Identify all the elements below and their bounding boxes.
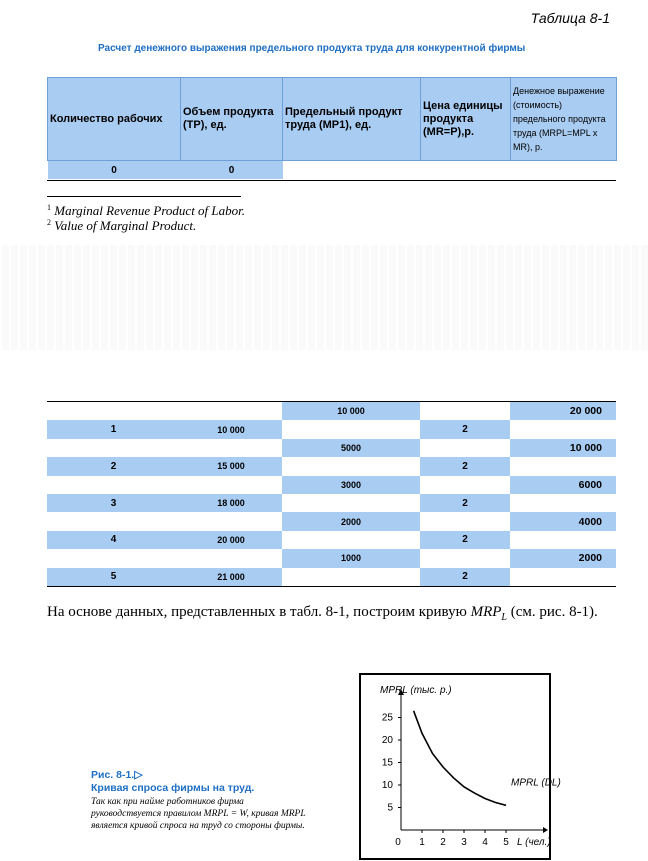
cell-tp: 18 000 xyxy=(180,494,282,512)
cell-tp xyxy=(180,476,282,494)
cell-price: 2 xyxy=(420,531,510,549)
table-row xyxy=(47,512,616,530)
y-tick-label: 20 xyxy=(381,735,393,746)
y-tick-label: 5 xyxy=(387,802,393,814)
footnote-rule xyxy=(47,196,241,197)
cell-mp xyxy=(282,568,420,587)
table-row xyxy=(47,457,616,475)
cell-workers: 3 xyxy=(47,494,180,512)
cell-price xyxy=(420,512,510,530)
table-row xyxy=(47,402,616,421)
header-workers: Количество рабочих xyxy=(48,78,181,161)
cell-tp xyxy=(180,402,282,421)
table-row xyxy=(47,531,616,549)
cell-tp: 10 000 xyxy=(180,420,282,438)
cell-workers: 1 xyxy=(47,420,180,438)
table-row xyxy=(47,549,616,567)
cell-price: 2 xyxy=(420,568,510,587)
cell-price xyxy=(420,476,510,494)
chart-frame xyxy=(359,673,561,860)
cell-workers xyxy=(47,402,180,421)
table-header xyxy=(47,77,617,179)
header-tp: Объем продукта (ТР), ед. xyxy=(181,78,283,161)
cell-price xyxy=(420,402,510,421)
table-row xyxy=(47,420,616,438)
cell-price xyxy=(420,549,510,567)
series-label: MPRL (DL) xyxy=(511,777,561,789)
figure-title: Кривая спроса фирмы на труд. xyxy=(91,782,255,794)
table-bottom-rule xyxy=(47,180,616,181)
cell-mp: 1000 xyxy=(282,549,420,567)
header-price: Цена единицы продукта (MR=P),р. xyxy=(421,78,511,161)
cell-workers: 4 xyxy=(47,531,180,549)
page-break-band xyxy=(0,245,648,350)
cell-mrp xyxy=(510,457,616,475)
y-axis-label: MPRL (тыс. р.) xyxy=(380,685,452,696)
demand-curve-chart xyxy=(361,675,561,858)
cell-mp xyxy=(282,531,420,549)
cell-workers: 5 xyxy=(47,568,180,587)
cell-price: 2 xyxy=(420,457,510,475)
table-row xyxy=(48,161,617,180)
table-body xyxy=(47,401,616,587)
cell-mrp: 2000 xyxy=(510,549,616,567)
cell-mp xyxy=(282,457,420,475)
cell-tp: 15 000 xyxy=(180,457,282,475)
figure-description: Так как при найме работников фирма руководствуется правилом MRPL = W, кривая MRPL является кривой спроса на труд со стороны фирмы. xyxy=(91,797,306,831)
cell-mrp xyxy=(510,531,616,549)
cell-workers: 0 xyxy=(48,161,181,180)
cell-workers xyxy=(47,439,180,457)
cell-mp: 5000 xyxy=(282,439,420,457)
footnote-1: $^1$ Marginal Revenue Product of Labor. xyxy=(47,203,246,218)
x-tick-label: 1 xyxy=(419,837,425,848)
body-paragraph: На основе данных, представленных в табл. 8-1, построим кривую $MRP_L$ (см. рис. 8-1). xyxy=(47,604,598,623)
table-row xyxy=(47,494,616,512)
x-axis-label: L (чел.) xyxy=(517,837,551,848)
cell-tp xyxy=(180,549,282,567)
table-row xyxy=(47,568,616,587)
figure-label: Рис. 8-1.▷ xyxy=(91,769,143,781)
cell-workers: 2 xyxy=(47,457,180,475)
cell-price xyxy=(420,439,510,457)
cell-tp: 20 000 xyxy=(180,531,282,549)
header-mrp: Денежное выражение (стоимость) предельного продукта труда (MRPL=MPL x MR), р. xyxy=(511,78,617,161)
cell-mrp: 6000 xyxy=(510,476,616,494)
cell-price: 2 xyxy=(420,420,510,438)
cell-tp: 21 000 xyxy=(180,568,282,587)
cell-tp xyxy=(180,512,282,530)
cell-tp xyxy=(180,439,282,457)
mrp-curve xyxy=(414,711,506,806)
cell-mp: 10 000 xyxy=(282,402,420,421)
x-tick-label: 0 xyxy=(395,837,401,848)
cell-mp xyxy=(282,494,420,512)
cell-mp: 2000 xyxy=(282,512,420,530)
cell-mrp xyxy=(510,494,616,512)
x-axis-arrow xyxy=(543,827,548,833)
cell-workers xyxy=(47,476,180,494)
header-mp: Предельный продукт труда (МР1), ед. xyxy=(283,78,421,161)
cell-mrp: 20 000 xyxy=(510,402,616,421)
table-caption: Таблица 8-1 xyxy=(530,10,610,26)
cell-mp xyxy=(282,420,420,438)
footnote-2: $^2$ Value of Marginal Product. xyxy=(47,218,197,233)
cell-tp: 0 xyxy=(181,161,283,180)
x-tick-label: 2 xyxy=(440,837,446,848)
y-tick-label: 25 xyxy=(381,712,393,724)
cell-mrp: 10 000 xyxy=(510,439,616,457)
cell-workers xyxy=(47,549,180,567)
cell-mp: 3000 xyxy=(282,476,420,494)
cell-mrp: 4000 xyxy=(510,512,616,530)
y-tick-label: 10 xyxy=(381,780,393,791)
cell-workers xyxy=(47,512,180,530)
x-tick-label: 5 xyxy=(503,837,509,848)
table-row xyxy=(47,439,616,457)
y-tick-label: 15 xyxy=(381,757,393,769)
table-title: Расчет денежного выражения предельного продукта труда для конкурентной фирмы xyxy=(98,43,526,54)
x-tick-label: 3 xyxy=(461,837,467,848)
cell-mrp xyxy=(510,420,616,438)
x-tick-label: 4 xyxy=(482,837,488,848)
table-row xyxy=(47,476,616,494)
cell-price: 2 xyxy=(420,494,510,512)
triangle-icon: ▷ xyxy=(134,769,143,781)
cell-mrp xyxy=(510,568,616,587)
